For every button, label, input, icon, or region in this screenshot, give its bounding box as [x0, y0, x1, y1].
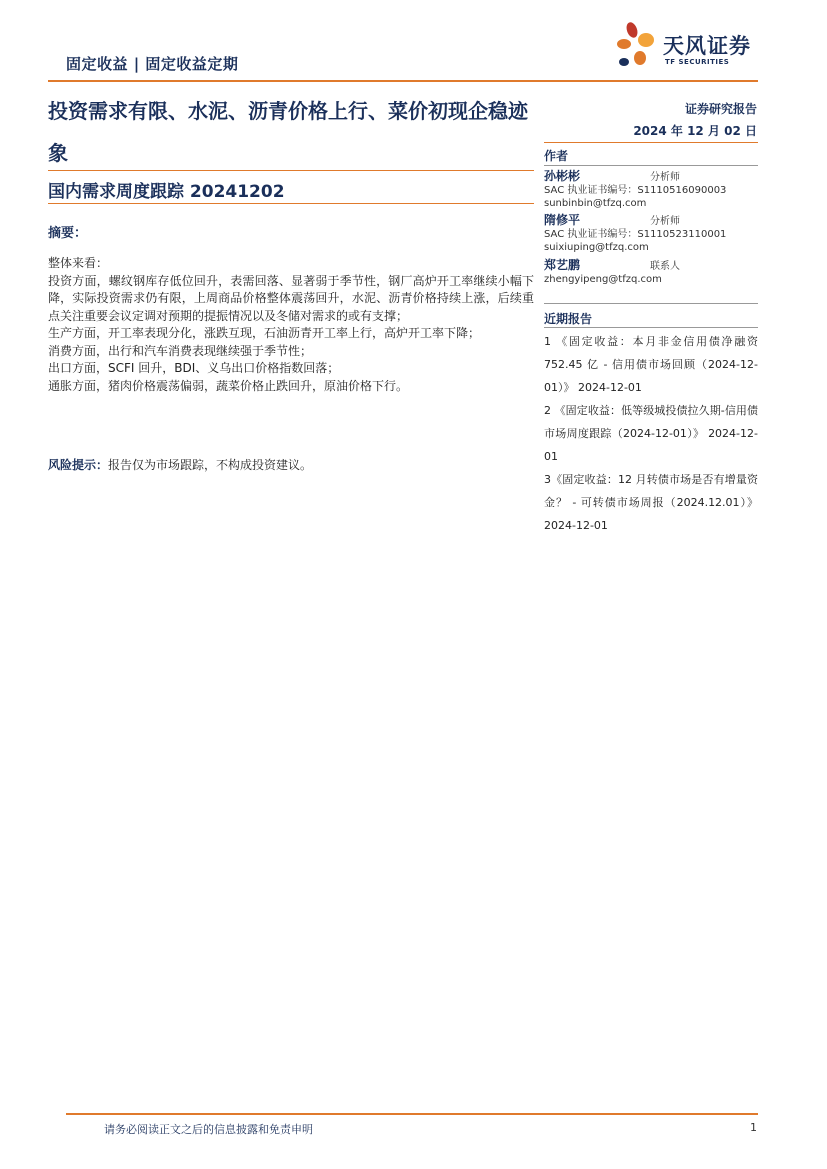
- logo-petal-4: [634, 51, 646, 65]
- recent-reports-list: [544, 330, 758, 537]
- logo-petal-5: [619, 58, 629, 66]
- summary-paragraph: 通胀方面，猪肉价格震荡偏弱，蔬菜价格止跌回升，原油价格下行。: [48, 378, 409, 393]
- author-role: 分析师: [650, 172, 680, 183]
- summary-paragraph: 消费方面，出行和汽车消费表现继续强于季节性；: [48, 343, 313, 358]
- author-email[interactable]: zhengyipeng@tfzq.com: [544, 274, 662, 285]
- report-subtitle: 国内需求周度跟踪 20241202: [48, 182, 285, 202]
- summary-body: [48, 255, 534, 395]
- recent-report-item[interactable]: 1 《固定收益：本月非金信用债净融资 752.45 亿 - 信用债市场回顾（2024-12-01）》 2024-12-01: [544, 335, 758, 394]
- summary-paragraph: 投资方面，螺纹钢库存低位回升，表需回落、显著弱于季节性，钢厂高炉开工率继续小幅下降，实际投资需求仍有限，上周商品价格整体震荡回升，水泥、沥青价格持续上涨，后续重点关注重要会议定调对预期的提振情况以及冬储对需求的或有支撑；: [48, 273, 534, 323]
- author-card: [544, 214, 758, 254]
- author-email[interactable]: sunbinbin@tfzq.com: [544, 198, 647, 209]
- subtitle-divider: [48, 203, 534, 204]
- recent-report-item[interactable]: 2 《固定收益：低等级城投债拉久期-信用债市场周度跟踪（2024-12-01）》 2024-12-01: [544, 404, 758, 463]
- recent-report-item[interactable]: 3《固定收益：12 月转债市场是否有增量资金？ - 可转债市场周报（2024.12.01）》 2024-12-01: [544, 473, 758, 532]
- authors-heading-divider: [544, 165, 758, 166]
- risk-text: 报告仅为市场跟踪，不构成投资建议。: [108, 458, 313, 472]
- author-card: [544, 259, 758, 286]
- report-type: 证券研究报告: [684, 102, 757, 116]
- author-cert: SAC 执业证书编号：S1110523110001: [544, 229, 727, 240]
- page-number: 1: [750, 1121, 757, 1134]
- logo-name-en: TF SECURITIES: [665, 58, 730, 66]
- summary-paragraph: 出口方面，SCFI 回升，BDI、义乌出口价格指数回落；: [48, 361, 340, 375]
- logo-petal-1: [625, 21, 640, 39]
- summary-paragraph: 整体来看：: [48, 256, 109, 270]
- footer-divider: [66, 1113, 758, 1115]
- header-divider: [48, 80, 758, 82]
- author-cert: SAC 执业证书编号：S1110516090003: [544, 185, 727, 196]
- title-divider: [48, 170, 534, 171]
- logo-petal-2: [638, 33, 654, 47]
- author-card: [544, 170, 758, 210]
- authors-top-divider: [544, 142, 758, 143]
- report-title: 投资需求有限、水泥、沥青价格上行、菜价初现企稳迹象: [48, 99, 528, 165]
- author-name: 隋修平: [544, 213, 581, 227]
- logo-name-cn: 天风证券: [663, 34, 751, 58]
- authors-heading: 作者: [544, 149, 569, 163]
- risk-notice: [48, 456, 534, 473]
- summary-paragraph: 生产方面，开工率表现分化，涨跌互现，石油沥青开工率上行，高炉开工率下降；: [48, 326, 481, 340]
- author-name: 孙彬彬: [544, 169, 581, 183]
- footer-disclaimer: 请务必阅读正文之后的信息披露和免责申明: [104, 1123, 313, 1136]
- author-role: 分析师: [650, 216, 680, 227]
- author-email[interactable]: suixiuping@tfzq.com: [544, 242, 649, 253]
- reports-heading-divider: [544, 327, 758, 328]
- report-category: 固定收益 | 固定收益定期: [66, 55, 239, 73]
- author-role: 联系人: [650, 261, 680, 272]
- reports-top-divider: [544, 303, 758, 304]
- logo-petal-3: [617, 39, 631, 49]
- summary-label: 摘要：: [48, 226, 88, 241]
- risk-label: 风险提示：: [48, 458, 109, 472]
- report-date: 2024 年 12 月 02 日: [633, 124, 757, 138]
- recent-reports-heading: 近期报告: [544, 312, 593, 326]
- author-name: 郑艺鹏: [544, 258, 581, 272]
